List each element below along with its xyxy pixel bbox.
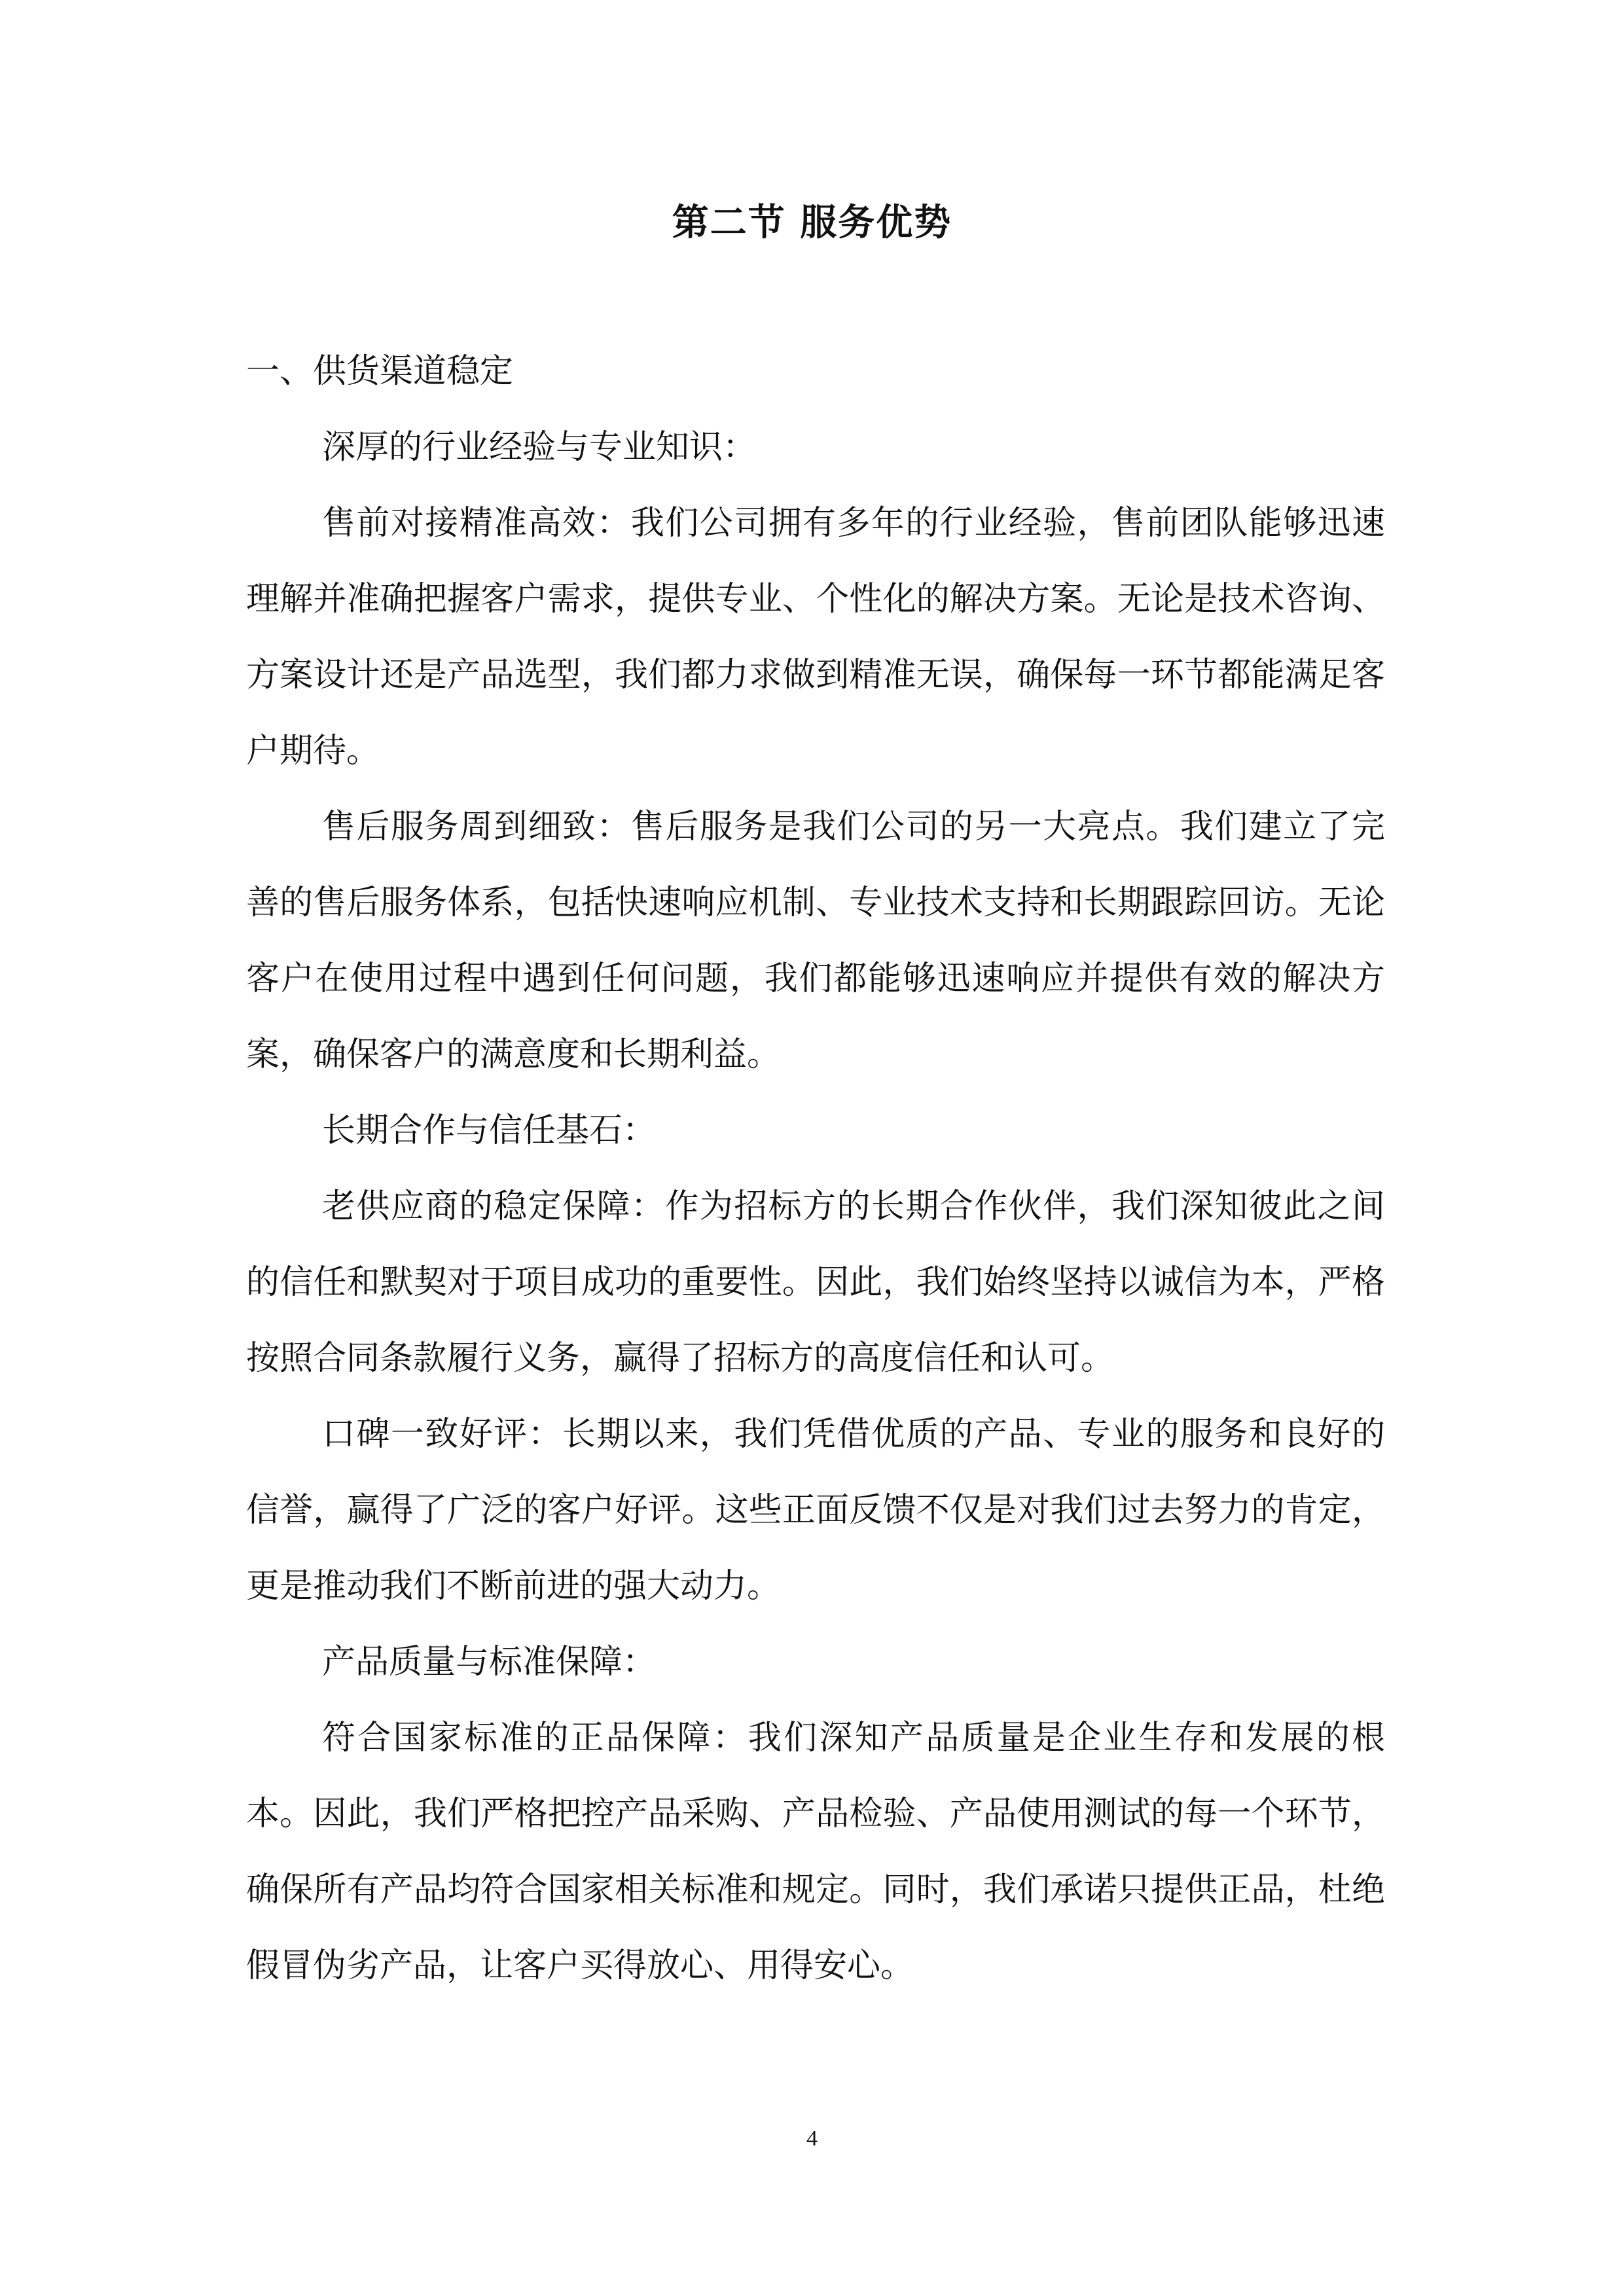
section-title: 第二节 服务优势 bbox=[672, 201, 952, 244]
paragraph-supplier: 老供应商的稳定保障：作为招标方的长期合作伙伴，我们深知彼此之间的信任和默契对于项目成功的重要性。因此，我们始终坚持以诚信为本，严格按照合同条款履行义务，赢得了招标方的高度信任和认可。 bbox=[246, 1187, 1385, 1378]
subheading-quality: 产品质量与标准保障： bbox=[322, 1643, 657, 1681]
page-number: 4 bbox=[806, 2126, 818, 2151]
paragraph-reputation: 口碑一致好评：长期以来，我们凭借优质的产品、专业的服务和良好的信誉，赢得了广泛的客户好评。这些正面反馈不仅是对我们过去努力的肯定，更是推动我们不断前进的强大动力。 bbox=[246, 1415, 1385, 1605]
body-text bbox=[246, 334, 1385, 2004]
paragraph-aftersales: 售后服务周到细致：售后服务是我们公司的另一大亮点。我们建立了完善的售后服务体系，包括快速响应机制、专业技术支持和长期跟踪回访。无论客户在使用过程中遇到任何问题，我们都能够迅速响应并提供有效的解决方案，确保客户的满意度和长期利益。 bbox=[246, 808, 1385, 1074]
paragraph-standards: 符合国家标准的正品保障：我们深知产品质量是企业生存和发展的根本。因此，我们严格把控产品采购、产品检验、产品使用测试的每一个环节，确保所有产品均符合国家相关标准和规定。同时，我们承诺只提供正品，杜绝假冒伪劣产品，让客户买得放心、用得安心。 bbox=[246, 1719, 1385, 1985]
heading-supply-channel: 一、供货渠道稳定 bbox=[246, 352, 514, 391]
paragraph-presales: 售前对接精准高效：我们公司拥有多年的行业经验，售前团队能够迅速理解并准确把握客户需求，提供专业、个性化的解决方案。无论是技术咨询、方案设计还是产品选型，我们都力求做到精准无误，确保每一环节都能满足客户期待。 bbox=[246, 504, 1385, 770]
subheading-experience: 深厚的行业经验与专业知识： bbox=[322, 428, 757, 467]
subheading-cooperation: 长期合作与信任基石： bbox=[322, 1111, 657, 1150]
